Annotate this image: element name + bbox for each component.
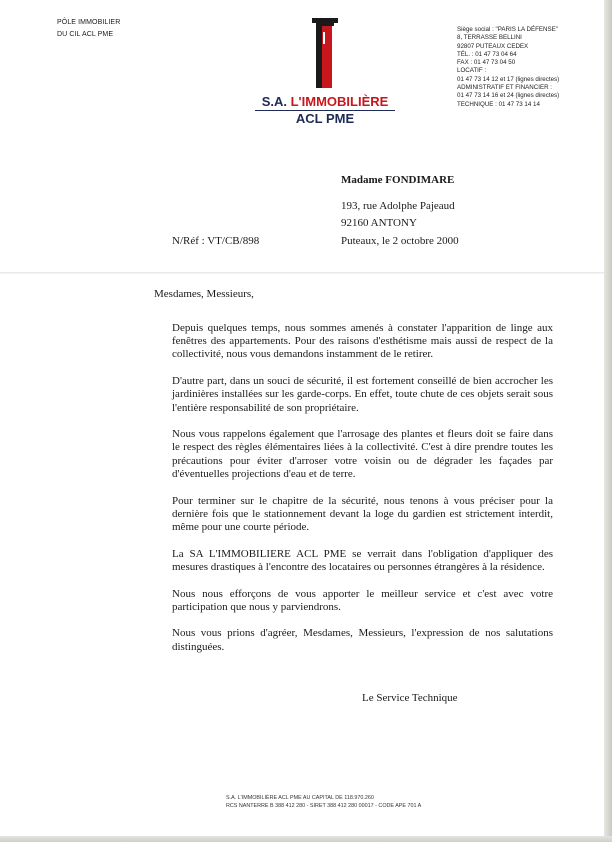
logo-subtitle: ACL PME xyxy=(295,111,355,126)
body-paragraph: Nous vous prions d'agréer, Mesdames, Messieurs, l'expression de nos salutations distinguées. xyxy=(172,627,553,653)
siege-line: TÉL. : 01 47 73 04 64 xyxy=(457,50,517,58)
footer-line-1: S.A. L'IMMOBILIÈRE ACL PME AU CAPITAL DE 118.970.260 xyxy=(226,795,374,801)
signature: Le Service Technique xyxy=(362,692,458,704)
siege-line: FAX : 01 47 73 04 50 xyxy=(457,59,516,67)
body-paragraph: La SA L'IMMOBILIERE ACL PME se verrait dans l'obligation d'appliquer des mesures drastiques à l'encontre des locataires ou personnes étrangères à la résidence. xyxy=(172,547,553,573)
body-paragraph: D'autre part, dans un souci de sécurité, il est fortement conseillé de bien accrocher les jardinières installées sur les garde-corps. En effet, toute chute de ces objets serait sous l'entière responsabilité de son propriétaire. xyxy=(172,375,553,414)
letter-body xyxy=(172,322,553,667)
siege-line: 01 47 73 14 16 et 24 (lignes directes) xyxy=(457,92,560,100)
logo-brand: L'IMMOBILIÈRE xyxy=(290,94,389,109)
body-paragraph: Depuis quelques temps, nous sommes amenés à constater l'apparition de linge aux fenêtres des appartements. Pour des raisons d'esthétisme mais aussi de respect de la collectivité, nous vous demandons instamment de le retirer. xyxy=(172,322,553,361)
pole-label xyxy=(57,17,120,41)
reference-number: N/Réf : VT/CB/898 xyxy=(172,235,260,247)
recipient-city: 92160 ANTONY xyxy=(341,217,417,229)
logo-sa: S.A. xyxy=(261,94,287,109)
siege-line: 92807 PUTEAUX CEDEX xyxy=(457,42,529,50)
recipient-address xyxy=(341,172,455,233)
siege-line: ADMINISTRATIF ET FINANCIER : xyxy=(457,84,552,92)
paper-edge-shadow xyxy=(604,0,612,842)
siege-line: Siège social : "PARIS LA DÉFENSE" xyxy=(457,26,558,33)
column-logo-icon xyxy=(250,18,400,94)
logo-wordmark xyxy=(250,94,400,126)
siege-line: TECHNIQUE : 01 47 73 14 14 xyxy=(457,100,540,108)
pole-line-2: DU CIL ACL PME xyxy=(57,31,114,38)
pole-line-1: PÔLE IMMOBILIER xyxy=(57,19,121,26)
letter-date: Puteaux, le 2 octobre 2000 xyxy=(341,235,459,247)
paper-fold-line xyxy=(0,272,604,274)
siege-line: 01 47 73 14 12 et 17 (lignes directes) xyxy=(457,75,560,83)
body-paragraph: Nous nous efforçons de vous apporter le meilleur service et c'est avec votre participation que nous y parviendrons. xyxy=(172,587,553,613)
legal-footer xyxy=(226,795,421,810)
footer-line-2: RCS NANTERRE B 388 412 280 - SIRET 388 412 280 00017 - CODE APE 701 A xyxy=(226,802,422,809)
siege-line: 8, TERRASSE BELLINI xyxy=(457,34,522,42)
siege-line: LOCATIF : xyxy=(457,67,487,75)
company-logo xyxy=(250,18,400,128)
body-paragraph: Nous vous rappelons également que l'arrosage des plantes et fleurs doit se faire dans le respect des règles élémentaires liées à la collectivité. C'est à dire prendre toutes les précautions pour éviter d'arroser votre voisin ou de dégrader les façades par d'éventuelles projections d'eau et de terre. xyxy=(172,428,553,480)
body-paragraph: Pour terminer sur le chapitre de la sécurité, nous tenons à vous préciser pour la dernière fois que le stationnement devant la loge du gardien est strictement interdit, même pour une courte période. xyxy=(172,494,553,533)
salutation: Mesdames, Messieurs, xyxy=(154,288,254,300)
headquarters-info xyxy=(457,26,559,109)
paper-bottom-shadow xyxy=(0,836,612,842)
recipient-street: 193, rue Adolphe Pajeaud xyxy=(341,199,455,212)
recipient-name: Madame FONDIMARE xyxy=(341,174,455,186)
